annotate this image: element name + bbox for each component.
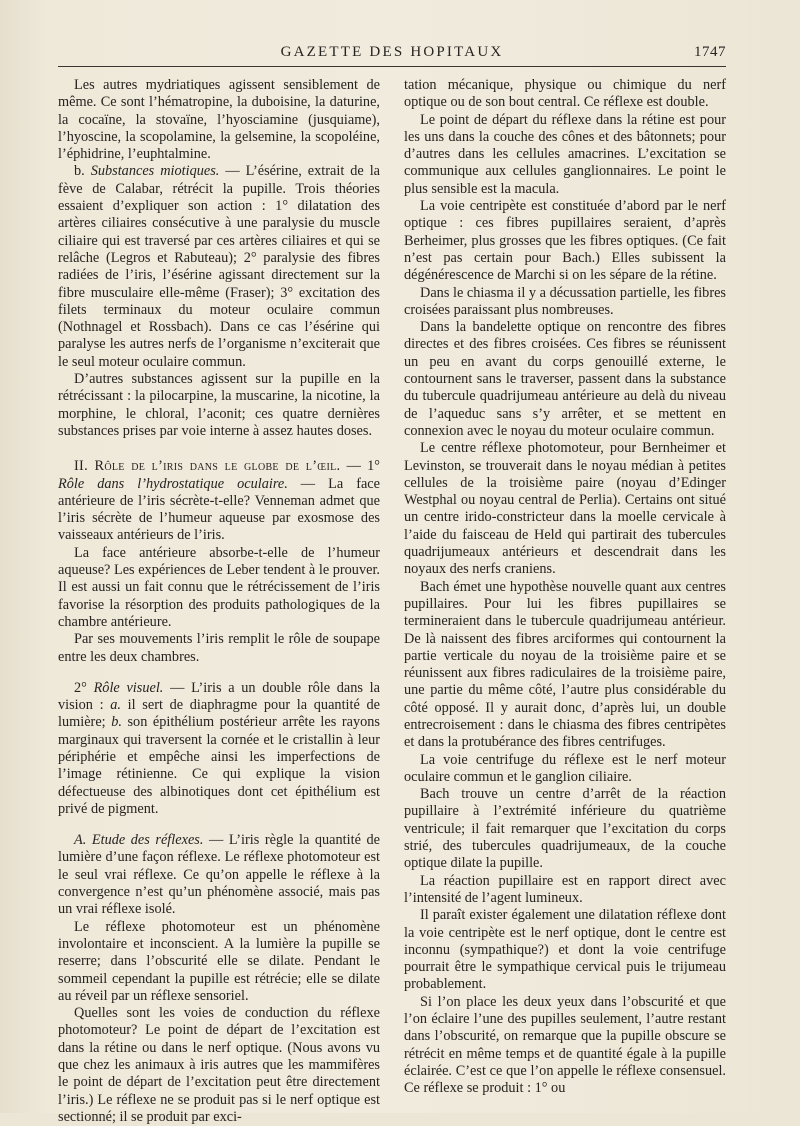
item-letter: b. [74, 163, 85, 180]
page-number: 1747 [694, 44, 726, 60]
section-subtitle: Substances miotiques. [90, 163, 220, 180]
section-subtitle: Rôle visuel. [93, 679, 164, 696]
header-rule [58, 66, 726, 67]
paragraph-text: — L’ésérine, extrait de la fève de Calabar, rétrécit la pupille. Trois théories essaient d’expliquer son action : 1° dilatation des artères ciliaires consécutive à une paralysie du muscle ciliaire qui est traversé par ces artères ciliaires et qui se relâche (Legros et Rabuteau); 2° paralysie des fibres radiées de l’iris, l’ésérine agissant directement sur la fibre musculaire elle-même (Fraser); 3° excitation des filets terminaux du moteur oculaire commun (Nothnagel et Rossbach). Dans ce cas l’ésérine qui paralyse les autres nerfs de l’organisme n’exciterait que le seul moteur oculaire commun. [58, 163, 381, 370]
paragraph-text: il sert de diaphragme pour la quantité de lumière; [58, 697, 380, 731]
paragraph: La face antérieure absorbe-t-elle de l’humeur aqueuse? Les expériences de Leber tendent à le prouver. Il est aussi un fait connu que le rétrécissement de l’iris favorise la résorption des produits pathologiques de la chambre antérieure. [58, 544, 380, 630]
paragraph: Il paraît exister également une dilatation réflexe dont la voie centripète est le nerf optique, dont le centre est inconnu (sympathique?) et dont la voie centrifuge pourrait être le sympathique cervical puis le trijumeau probablement. [404, 907, 726, 993]
paragraph-text: son épithélium postérieur arrête les rayons marginaux qui traversent la cornée et le cristallin à leur périphérie et empêche ainsi les imperfections de l’image rétinienne. Ce qui explique la vision défectueuse des albinotiques dont cet épithélium est privé de pigment. [58, 714, 380, 817]
paragraph: Le centre réflexe photomoteur, pour Bernheimer et Levinston, se trouverait dans le noyau médian à petites cellules de la troisième paire (noyau d’Edinger Westphal ou noyau central de Perlia). Certains ont situé un centre irido-constricteur dans la moelle cervicale à l’aide du faisceau de Held qui partirait des tubercules quadrijumeaux antérieurs et descendrait dans les noyaux des nerfs craniens. [404, 440, 726, 578]
paragraph-miotic-substances [58, 163, 380, 371]
paragraph: tation mécanique, physique ou chimique du nerf optique ou de son bout central. Ce réflexe est double. [404, 77, 726, 111]
paragraph: D’autres substances agissent sur la pupille en la rétrécissant : la pilocarpine, la muscarine, la nicotine, la morphine, le chloral, l’aconit; ces quatre dernières substances prises par voie interne à assez hautes doses. [58, 371, 380, 439]
paragraph: Les autres mydriatiques agissent sensiblement de même. Ce sont l’hématropine, la duboisine, la daturine, la cocaïne, la stovaïne, l’hyosciamine (jusquiame), l’hyoscine, la scopolamine, la gelsemine, la scopoléine, l’éphidrine, l’euphtalmine. [58, 77, 380, 163]
right-column [404, 77, 726, 1098]
paragraph-reflexes [58, 832, 380, 918]
item-number: 1° [367, 458, 380, 475]
section-heading-paragraph [58, 458, 380, 544]
paragraph-text: — L’iris a un double rôle dans la vision : [58, 679, 380, 714]
page-header [58, 44, 726, 66]
paragraph: La voie centripète est constituée d’abord par le nerf optique : ces fibres pupillaires seraient, d’après Berheimer, plus grosses que les fibres optiques. (Ce fait n’est pas certain pour Bach.) Elles subissent la dégénérescence de Marchi si on les sépare de la rétine. [404, 198, 726, 284]
paragraph: Dans la bandelette optique on rencontre des fibres directes et des fibres croisées. Ces fibres se réunissent un peu en avant du corps genouillé externe, le contournent sans le traverser, passent dans la substance du tubercule quadrijumeau antérieure au delà du niveau de l’aqueduc sans s’y arrêter, et se mettent en connexion avec le noyau du moteur oculaire commun. [404, 319, 726, 439]
section-heading: II. Rôle de l’iris dans le globe de l’œil. [74, 458, 341, 475]
item-letter: A. [74, 832, 87, 849]
paragraph: La voie centrifuge du réflexe est le nerf moteur oculaire commun et le ganglion ciliaire. [404, 751, 726, 785]
section-subtitle: Etude des réflexes. [91, 832, 204, 849]
heading-dash: — [340, 458, 368, 475]
paragraph-visual-role [58, 680, 380, 818]
paragraph: Bach trouve un centre d’arrêt de la réaction pupillaire à l’extrémité inférieure du quatrième ventricule; il fait remarquer que l’excitation du corps strié, des tubercules quadrijumeaux, de la couche optique dilate la pupille. [404, 786, 726, 872]
paragraph: Dans le chiasma il y a décussation partielle, les fibres croisées paraissant plus nombreuses. [404, 284, 726, 318]
paragraph: Si l’on place les deux yeux dans l’obscurité et que l’on éclaire l’une des pupilles seulement, l’autre restant dans l’obscurité, on remarque que la pupille obscure se rétrécit en même temps et de quantité égale à la pupille éclairée. C’est ce que l’on appelle le réflexe consensuel. Ce réflexe se produit : 1° ou [404, 993, 726, 1097]
paragraph-text: — L’iris règle la quantité de lumière d’une façon réflexe. Le réflexe photomoteur est le seul vrai réflexe. Ce qu’on appelle le réflexe à la convergence n’est qu’un phénomène associé, mais pas un vrai réflexe isolé. [58, 832, 380, 918]
paragraph: La réaction pupillaire est en rapport direct avec l’intensité de l’agent lumineux. [404, 872, 726, 906]
journal-title: GAZETTE DES HOPITAUX [280, 44, 504, 60]
section-subtitle: Rôle dans l’hydrostatique oculaire. [58, 475, 288, 492]
paragraph: Bach émet une hypothèse nouvelle quant aux centres pupillaires. Pour lui les fibres pupillaires se termineraient dans le tubercule quadrijumeau antérieur. De là naissent des fibres arciformes qui contournent la partie verticale du noyau de la troisième paire et se réunissent aux fibres radiculaires de la troisième paire, une partie du même côté, l’autre plus considérable du côté opposé. Il y aurait donc, d’après lui, un double entrecroisement : dans le chiasma des fibres centripètes et dans la protubérance des fibres centrifuges. [404, 578, 726, 751]
paragraph: Par ses mouvements l’iris remplit le rôle de soupape entre les deux chambres. [58, 631, 380, 665]
paragraph: Le point de départ du réflexe dans la rétine est pour les uns dans la couche des cônes et des bâtonnets; pour d’autres dans les cellules amacrines. L’excitation se communique aux cellules ganglionnaires. Le point le plus sensible est la macula. [404, 111, 726, 197]
item-number: 2° [74, 679, 94, 696]
item-letter: a. [110, 697, 121, 714]
item-letter: b. [111, 714, 122, 731]
left-column [58, 77, 380, 1126]
paragraph: Le réflexe photomoteur est un phénomène involontaire et inconscient. A la lumière la pupille se reserre; dans l’obscurité elle se dilate. Pendant le sommeil cependant la pupille est rétrécie; elle se dilate au réveil par un réflexe sensoriel. [58, 918, 380, 1004]
paragraph-text: — La face antérieure de l’iris sécrète-t-elle? Venneman admet que l’iris sécrète de l’humeur aqueuse par exosmose des vaisseaux antérieurs de l’iris. [58, 475, 380, 544]
paragraph: Quelles sont les voies de conduction du réflexe photomoteur? Le point de départ de l’excitation est dans la rétine ou dans le nerf optique. (Nous avons vu que chez les animaux à iris autres que les mammifères le point de départ de l’excitation peut être directement l’iris.) Le réflexe ne se produit pas si le nerf optique est sectionné; il se produit par exci- [58, 1005, 380, 1125]
